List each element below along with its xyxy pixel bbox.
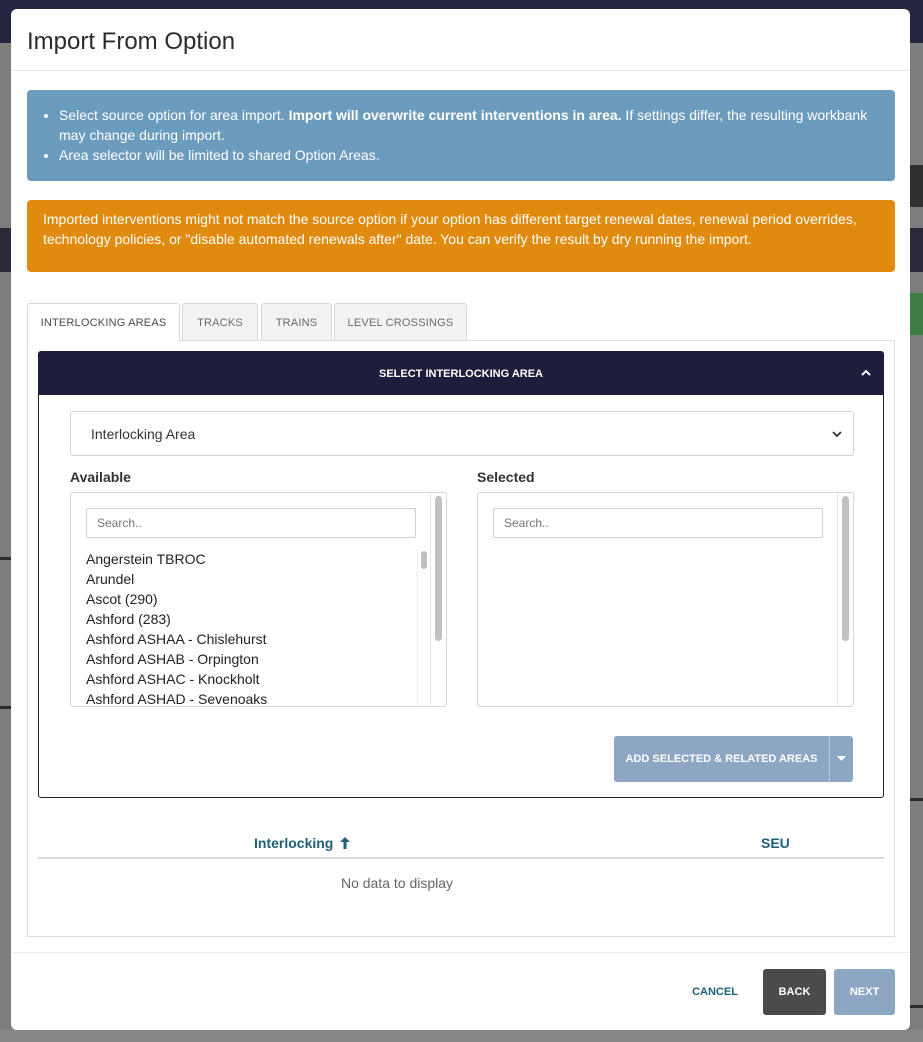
- cancel-button[interactable]: CANCEL: [692, 986, 738, 998]
- info-text-rest: If settings differ, the resulting workbank may change during import.: [59, 107, 868, 143]
- list-item[interactable]: Ascot (290): [86, 591, 158, 607]
- chevron-down-icon: [831, 428, 843, 440]
- selected-list: [477, 492, 854, 707]
- list-item[interactable]: Ashford (283): [86, 611, 171, 627]
- background-grid: [0, 1030, 923, 1042]
- select-area-title: SELECT INTERLOCKING AREA: [379, 367, 543, 380]
- next-button[interactable]: NEXT: [834, 969, 895, 1015]
- available-label: Available: [70, 469, 131, 485]
- info-alert: [27, 90, 895, 181]
- import-option-modal: [11, 9, 910, 1030]
- modal-footer: [11, 952, 910, 1030]
- background-line: [910, 1005, 923, 1008]
- add-selected-related-areas-button[interactable]: ADD SELECTED & RELATED AREAS: [614, 736, 829, 782]
- selected-list-scrollbar[interactable]: [837, 493, 853, 706]
- area-type-select[interactable]: [70, 411, 854, 456]
- add-button-group: [614, 736, 853, 782]
- list-item[interactable]: Ashford ASHAB - Orpington: [86, 651, 259, 667]
- modal-header: [11, 9, 910, 71]
- sort-ascending-icon[interactable]: [339, 836, 351, 850]
- select-area-card: [38, 351, 884, 798]
- available-list-scrollbar[interactable]: [430, 493, 446, 706]
- info-alert-item: • Area selector will be limited to shared Option Areas.: [59, 145, 879, 165]
- area-type-value: Interlocking Area: [91, 425, 196, 442]
- background-line: [0, 557, 11, 560]
- warning-text: Imported interventions might not match the source option if your option has different target renewal dates, renewal period overrides, technology policies, or "disable automated renewals after" date. You can verify the result by dry running the import.: [43, 211, 857, 247]
- select-area-header[interactable]: [39, 352, 883, 395]
- available-items: [86, 549, 416, 707]
- selected-label: Selected: [477, 469, 535, 485]
- results-grid-header: [38, 831, 884, 859]
- back-button[interactable]: BACK: [763, 969, 826, 1015]
- column-seu-label: SEU: [761, 835, 790, 851]
- grid-empty-message: No data to display: [340, 875, 454, 891]
- list-item[interactable]: Ashford ASHAC - Knockholt: [86, 671, 260, 687]
- background-line: [0, 706, 11, 709]
- add-options-dropdown-button[interactable]: [829, 736, 853, 782]
- info-text: Select source option for area import.: [59, 107, 289, 123]
- column-seu[interactable]: [761, 835, 790, 851]
- background-green-button: [910, 293, 923, 335]
- scrollbar-thumb[interactable]: [842, 496, 849, 641]
- column-interlocking[interactable]: [254, 835, 351, 851]
- selected-search-input[interactable]: [493, 508, 823, 538]
- info-text-bold: Import will overwrite current interventions in area.: [288, 107, 622, 123]
- tab-level-crossings[interactable]: LEVEL CROSSINGS: [334, 303, 467, 341]
- warning-alert: [27, 200, 895, 272]
- column-interlocking-label: Interlocking: [254, 835, 334, 851]
- caret-down-icon: [837, 756, 846, 762]
- available-list: [70, 492, 447, 707]
- scrollbar-thumb[interactable]: [435, 496, 442, 641]
- background-line: [910, 798, 923, 801]
- tab-tracks[interactable]: TRACKS: [182, 303, 258, 341]
- available-items-scrollbar[interactable]: [417, 549, 431, 707]
- tab-interlocking-areas[interactable]: INTERLOCKING AREAS: [27, 303, 180, 342]
- info-alert-item: [59, 105, 879, 145]
- chevron-up-icon[interactable]: [861, 368, 871, 378]
- background-button: [910, 165, 923, 207]
- modal-title: Import From Option: [27, 28, 236, 55]
- list-item[interactable]: Ashford ASHAA - Chislehurst: [86, 631, 267, 647]
- list-item[interactable]: Angerstein TBROC: [86, 551, 206, 567]
- list-item[interactable]: Arundel: [86, 571, 135, 587]
- tab-trains[interactable]: TRAINS: [261, 303, 332, 341]
- list-item[interactable]: Ashford ASHAD - Sevenoaks: [86, 691, 268, 707]
- available-search-input[interactable]: [86, 508, 416, 538]
- scrollbar-thumb[interactable]: [421, 551, 427, 569]
